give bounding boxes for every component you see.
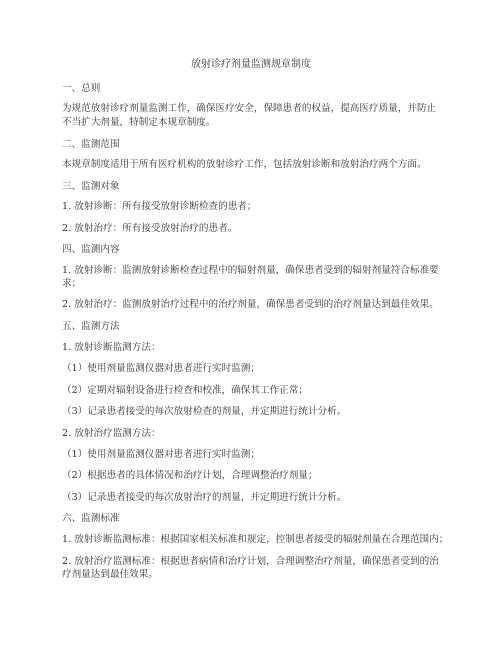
list-item: （1）使用剂量监测仪器对患者进行实时监测； <box>62 363 260 374</box>
section-heading-objects: 三、监测对象 <box>62 181 120 192</box>
list-item: 2. 放射治疗监测标准：根据患者病情和治疗计划，合理调整治疗剂量，确保患者受到的治 <box>62 556 439 567</box>
list-item: （2）根据患者的具体情况和治疗计划，合理调整治疗剂量； <box>62 470 318 481</box>
paragraph-line: 不当扩大剂量，特制定本规章制度。 <box>62 117 216 128</box>
list-item: 2. 放射治疗：所有接受放射治疗的患者。 <box>62 223 238 234</box>
list-item: 2. 放射治疗：监测放射治疗过程中的治疗剂量，确保患者受到的治疗剂量达到最佳效果。 <box>62 299 439 310</box>
list-item: （3）记录患者接受的每次放射治疗的剂量，并定期进行统计分析。 <box>62 492 347 503</box>
subsection-heading: 2. 放射治疗监测方法： <box>62 428 161 439</box>
section-heading-methods: 五、监测方法 <box>62 321 120 332</box>
list-item: 1. 放射诊断监测标准：根据国家相关标准和规定，控制患者接受的辐射剂量在合理范围内； <box>62 534 449 545</box>
section-heading-scope: 二、监测范围 <box>62 139 120 150</box>
subsection-heading: 1. 放射诊断监测方法： <box>62 342 161 353</box>
list-item: （3）记录患者接受的每次放射检查的剂量，并定期进行统计分析。 <box>62 406 347 417</box>
section-heading-standards: 六、监测标准 <box>62 513 120 524</box>
list-item: （2）定期对辐射设备进行检查和校准，确保其工作正常； <box>62 385 308 396</box>
list-item-continued: 求； <box>62 278 82 289</box>
paragraph-line: 本规章制度适用于所有医疗机构的放射诊疗工作，包括放射诊断和放射治疗两个方面。 <box>62 159 427 170</box>
paragraph-line: 为规范放射诊疗剂量监测工作，确保医疗安全，保障患者的权益，提高医疗质量，并防止 <box>62 103 437 114</box>
section-heading-content: 四、监测内容 <box>62 244 120 255</box>
list-item: （1）使用剂量监测仪器对患者进行实时监测； <box>62 449 260 460</box>
list-item-continued: 疗剂量达到最佳效果。 <box>62 569 158 580</box>
document-title: 放射诊疗剂量监测规章制度 <box>191 59 311 70</box>
list-item: 1. 放射诊断：所有接受放射诊断检查的患者； <box>62 201 257 212</box>
list-item: 1. 放射诊断：监测放射诊断检查过程中的辐射剂量，确保患者受到的辐射剂量符合标准要 <box>62 265 439 276</box>
section-heading-general: 一、总则 <box>62 83 101 94</box>
